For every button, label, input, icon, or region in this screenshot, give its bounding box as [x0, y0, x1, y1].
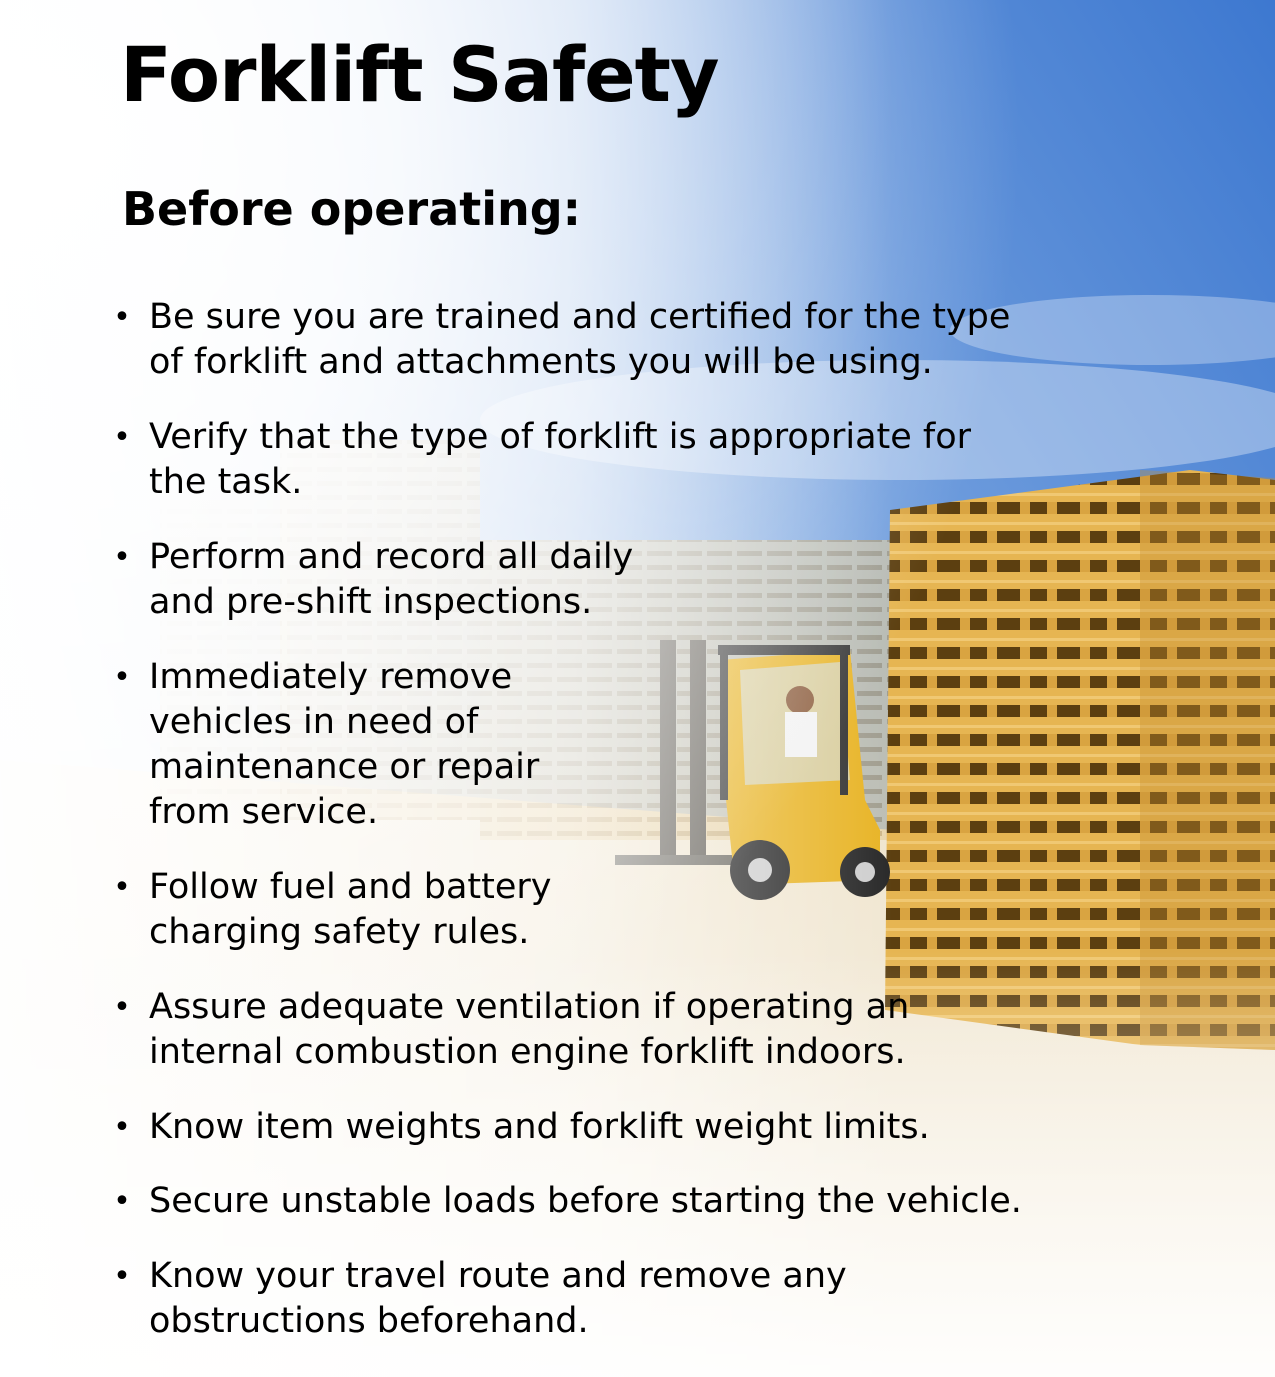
bullet-line: Know item weights and forklift weight limits.: [149, 1107, 930, 1147]
bullet-line: charging safety rules.: [149, 912, 530, 952]
bullet-line: maintenance or repair: [149, 747, 540, 787]
bullet-line: Assure adequate ventilation if operating an: [149, 987, 910, 1027]
bullet-dot-icon: •: [113, 300, 131, 335]
bullet-dot-icon: •: [113, 1110, 131, 1145]
bullet-dot-icon: •: [113, 540, 131, 575]
page-title: Forklift Safety: [120, 30, 719, 119]
bullet-line: Perform and record all daily: [149, 537, 634, 577]
bullet-line: Verify that the type of forklift is appropriate for: [149, 417, 972, 457]
bullet-line: of forklift and attachments you will be using.: [149, 342, 933, 382]
bullet-dot-icon: •: [113, 1184, 131, 1219]
bullet-line: the task.: [149, 462, 303, 502]
bullet-line: Secure unstable loads before starting the vehicle.: [149, 1181, 1022, 1221]
bullet-dot-icon: •: [113, 660, 131, 695]
bullet-line: obstructions beforehand.: [149, 1301, 589, 1341]
bullet-line: internal combustion engine forklift indoors.: [149, 1032, 906, 1072]
bullet-dot-icon: •: [113, 990, 131, 1025]
bullet-line: from service.: [149, 792, 379, 832]
section-heading: Before operating:: [122, 182, 582, 236]
bullet-dot-icon: •: [113, 420, 131, 455]
bullet-line: Be sure you are trained and certified for the type: [149, 297, 1011, 337]
bullet-line: and pre-shift inspections.: [149, 582, 593, 622]
bullet-dot-icon: •: [113, 1259, 131, 1294]
bullet-dot-icon: •: [113, 870, 131, 905]
bullet-line: Immediately remove: [149, 657, 513, 697]
bullet-line: Follow fuel and battery: [149, 867, 552, 907]
bullet-line: Know your travel route and remove any: [149, 1256, 847, 1296]
bullet-line: vehicles in need of: [149, 702, 479, 742]
